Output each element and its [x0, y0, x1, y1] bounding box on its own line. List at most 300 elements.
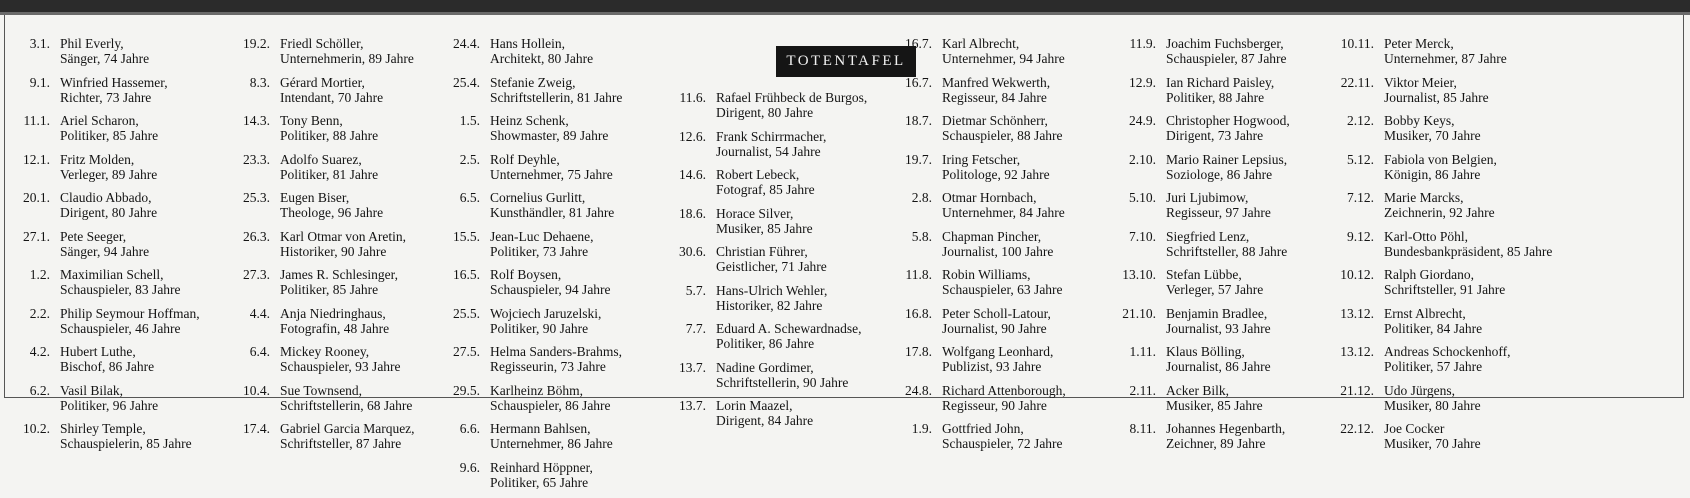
entry-role: Politiker, 88 Jahre: [1166, 90, 1274, 105]
entry-date: 24.8.: [894, 383, 942, 422]
entry-date: 15.5.: [442, 229, 490, 268]
entry-date: 19.7.: [894, 152, 942, 191]
entry-role: Schauspieler, 87 Jahre: [1166, 51, 1287, 66]
entry-date: 7.12.: [1336, 190, 1384, 229]
obituary-entry: [1336, 267, 1552, 306]
obituary-entry: [232, 344, 415, 383]
entry-role: Unternehmer, 94 Jahre: [942, 51, 1065, 66]
obituary-entry: [668, 129, 867, 168]
entry-date: 1.11.: [1118, 344, 1166, 383]
entry-text: [1384, 152, 1497, 191]
entry-date: 11.1.: [12, 113, 60, 152]
entry-role: Journalist, 86 Jahre: [1166, 359, 1271, 374]
entry-role: Richter, 73 Jahre: [60, 90, 168, 105]
entry-name: Robert Lebeck,: [716, 167, 815, 182]
entry-role: Journalist, 54 Jahre: [716, 144, 826, 159]
obituary-entry: [442, 460, 622, 498]
entry-date: 26.3.: [232, 229, 280, 268]
entry-name: Rolf Deyhle,: [490, 152, 613, 167]
entry-name: Shirley Temple,: [60, 421, 192, 436]
entry-date: 5.7.: [668, 283, 716, 322]
obituary-entry: [232, 152, 415, 191]
obituary-entry: [894, 75, 1066, 114]
obituary-entry: [1336, 113, 1552, 152]
entry-role: Musiker, 70 Jahre: [1384, 436, 1481, 451]
entry-role: Politiker, 90 Jahre: [490, 321, 601, 336]
entry-text: [1384, 36, 1507, 75]
column-5: [894, 36, 1066, 460]
entry-date: 11.9.: [1118, 36, 1166, 75]
obituary-entry: [1336, 306, 1552, 345]
obituary-entry: [442, 421, 622, 460]
entry-date: 24.9.: [1118, 113, 1166, 152]
entry-text: [280, 383, 412, 422]
entry-name: Klaus Bölling,: [1166, 344, 1271, 359]
entry-text: [490, 75, 622, 114]
entry-name: Winfried Hassemer,: [60, 75, 168, 90]
entry-name: Rolf Boysen,: [490, 267, 611, 282]
obituary-entry: [12, 36, 200, 75]
entry-date: 10.11.: [1336, 36, 1384, 75]
entry-text: [942, 190, 1065, 229]
entry-role: Regisseurin, 73 Jahre: [490, 359, 622, 374]
obituary-entry: [668, 398, 867, 437]
obituary-entry: [1336, 75, 1552, 114]
entry-role: Dirigent, 84 Jahre: [716, 413, 813, 428]
entry-role: Unternehmer, 84 Jahre: [942, 205, 1065, 220]
obituary-entry: [668, 360, 867, 399]
entry-text: [490, 267, 611, 306]
obituary-entry: [442, 229, 622, 268]
entry-date: 5.12.: [1336, 152, 1384, 191]
entry-role: Musiker, 85 Jahre: [716, 221, 813, 236]
entry-date: 6.5.: [442, 190, 490, 229]
entry-text: [60, 75, 168, 114]
entry-name: Christopher Hogwood,: [1166, 113, 1290, 128]
entry-date: 22.12.: [1336, 421, 1384, 460]
entry-role: Bischof, 86 Jahre: [60, 359, 154, 374]
entry-date: 1.2.: [12, 267, 60, 306]
entry-text: [942, 36, 1065, 75]
entry-name: Adolfo Suarez,: [280, 152, 378, 167]
obituary-entry: [12, 75, 200, 114]
entry-role: Musiker, 80 Jahre: [1384, 398, 1481, 413]
obituary-entry: [894, 36, 1066, 75]
entry-role: Schauspieler, 72 Jahre: [942, 436, 1063, 451]
entry-role: Politiker, 85 Jahre: [60, 128, 158, 143]
entry-date: 17.4.: [232, 421, 280, 460]
entry-date: 9.12.: [1336, 229, 1384, 268]
entry-name: Acker Bilk,: [1166, 383, 1263, 398]
entry-role: Kunsthändler, 81 Jahre: [490, 205, 614, 220]
entry-text: [1384, 421, 1481, 460]
entry-name: Gabriel Garcia Marquez,: [280, 421, 415, 436]
obituary-entry: [1118, 75, 1290, 114]
obituary-entry: [1118, 306, 1290, 345]
entry-text: [716, 167, 815, 206]
obituary-entry: [668, 283, 867, 322]
obituary-entry: [232, 113, 415, 152]
entry-text: [1384, 306, 1482, 345]
obituary-entry: [12, 383, 200, 422]
obituary-entry: [232, 190, 415, 229]
entry-name: Maximilian Schell,: [60, 267, 181, 282]
entry-date: 20.1.: [12, 190, 60, 229]
entry-name: Hubert Luthe,: [60, 344, 154, 359]
entry-role: Geistlicher, 71 Jahre: [716, 259, 827, 274]
entry-role: Schauspielerin, 85 Jahre: [60, 436, 192, 451]
entry-date: 27.1.: [12, 229, 60, 268]
obituary-entry: [442, 152, 622, 191]
obituary-entry: [668, 206, 867, 245]
page-title: TOTENTAFEL: [786, 53, 905, 70]
entry-text: [280, 229, 406, 268]
entry-name: Ian Richard Paisley,: [1166, 75, 1274, 90]
entry-date: 18.6.: [668, 206, 716, 245]
entry-date: 5.10.: [1118, 190, 1166, 229]
entry-name: Horace Silver,: [716, 206, 813, 221]
entry-date: 13.12.: [1336, 306, 1384, 345]
top-rule: [0, 0, 1690, 12]
obituary-entry: [894, 267, 1066, 306]
entry-date: 4.4.: [232, 306, 280, 345]
entry-text: [490, 421, 613, 460]
entry-name: Anja Niedringhaus,: [280, 306, 389, 321]
entry-text: [280, 344, 401, 383]
entry-date: 1.5.: [442, 113, 490, 152]
entry-date: 25.5.: [442, 306, 490, 345]
entry-role: Politiker, 88 Jahre: [280, 128, 378, 143]
obituary-entry: [1336, 383, 1552, 422]
entry-name: Ralph Giordano,: [1384, 267, 1505, 282]
entry-date: 12.6.: [668, 129, 716, 168]
entry-text: [942, 152, 1050, 191]
entry-date: 2.11.: [1118, 383, 1166, 422]
obituary-entry: [12, 421, 200, 460]
obituary-entry: [894, 306, 1066, 345]
entry-date: 8.3.: [232, 75, 280, 114]
obituary-entry: [442, 36, 622, 75]
entry-name: Gottfried John,: [942, 421, 1063, 436]
entry-role: Intendant, 70 Jahre: [280, 90, 383, 105]
entry-role: Musiker, 70 Jahre: [1384, 128, 1481, 143]
entry-role: Schriftstellerin, 90 Jahre: [716, 375, 848, 390]
entry-date: 19.2.: [232, 36, 280, 75]
entry-text: [1166, 152, 1287, 191]
entry-date: 21.12.: [1336, 383, 1384, 422]
entry-text: [942, 75, 1050, 114]
entry-text: [60, 190, 157, 229]
entry-role: Showmaster, 89 Jahre: [490, 128, 608, 143]
entry-date: 22.11.: [1336, 75, 1384, 114]
entry-date: 17.8.: [894, 344, 942, 383]
entry-text: [716, 206, 813, 245]
obituary-entry: [894, 229, 1066, 268]
entry-role: Unternehmer, 86 Jahre: [490, 436, 613, 451]
entry-date: 13.10.: [1118, 267, 1166, 306]
entry-text: [1166, 229, 1287, 268]
entry-name: Sue Townsend,: [280, 383, 412, 398]
entry-name: Peter Scholl-Latour,: [942, 306, 1051, 321]
obituary-entry: [668, 321, 867, 360]
entry-date: 6.6.: [442, 421, 490, 460]
entry-name: Mario Rainer Lepsius,: [1166, 152, 1287, 167]
entry-text: [60, 36, 149, 75]
entry-text: [942, 306, 1051, 345]
entry-text: [1384, 344, 1510, 383]
obituary-entry: [442, 383, 622, 422]
entry-date: 11.8.: [894, 267, 942, 306]
entry-role: Schriftsteller, 87 Jahre: [280, 436, 415, 451]
entry-text: [1166, 267, 1263, 306]
entry-text: [1166, 306, 1271, 345]
entry-date: 10.12.: [1336, 267, 1384, 306]
entry-role: Architekt, 80 Jahre: [490, 51, 593, 66]
entry-name: Stefan Lübbe,: [1166, 267, 1263, 282]
entry-role: Schriftsteller, 91 Jahre: [1384, 282, 1505, 297]
entry-date: 14.6.: [668, 167, 716, 206]
obituary-entry: [232, 306, 415, 345]
entry-date: 29.5.: [442, 383, 490, 422]
entry-text: [280, 306, 389, 345]
obituary-entry: [1118, 421, 1290, 460]
entry-date: 16.7.: [894, 75, 942, 114]
entry-role: Unternehmer, 87 Jahre: [1384, 51, 1507, 66]
entry-name: Phil Everly,: [60, 36, 149, 51]
entry-text: [942, 229, 1053, 268]
entry-name: Eugen Biser,: [280, 190, 383, 205]
entry-text: [60, 421, 192, 460]
entry-date: 16.8.: [894, 306, 942, 345]
entry-date: 16.7.: [894, 36, 942, 75]
obituary-entry: [1336, 421, 1552, 460]
entry-role: Regisseur, 84 Jahre: [942, 90, 1050, 105]
obituary-entry: [12, 306, 200, 345]
entry-text: [490, 113, 608, 152]
entry-name: Viktor Meier,: [1384, 75, 1489, 90]
entry-name: Robin Williams,: [942, 267, 1063, 282]
entry-text: [716, 90, 867, 129]
entry-text: [1384, 267, 1505, 306]
obituary-entry: [232, 421, 415, 460]
entry-name: Friedl Schöller,: [280, 36, 414, 51]
entry-text: [280, 267, 398, 306]
entry-text: [716, 129, 826, 168]
entry-name: Lorin Maazel,: [716, 398, 813, 413]
entry-role: Verleger, 89 Jahre: [60, 167, 157, 182]
column-2: [232, 36, 415, 460]
entry-role: Schauspieler, 83 Jahre: [60, 282, 181, 297]
entry-name: Claudio Abbado,: [60, 190, 157, 205]
entry-date: 12.1.: [12, 152, 60, 191]
entry-role: Dirigent, 80 Jahre: [60, 205, 157, 220]
entry-name: Dietmar Schönherr,: [942, 113, 1063, 128]
entry-name: Marie Marcks,: [1384, 190, 1495, 205]
obituary-entry: [1118, 344, 1290, 383]
entry-date: 6.4.: [232, 344, 280, 383]
obituary-entry: [12, 113, 200, 152]
entry-name: Wojciech Jaruzelski,: [490, 306, 601, 321]
entry-date: 6.2.: [12, 383, 60, 422]
entry-date: 11.6.: [668, 90, 716, 129]
entry-date: 2.8.: [894, 190, 942, 229]
obituary-entry: [668, 167, 867, 206]
obituary-entry: [1336, 344, 1552, 383]
entry-text: [60, 383, 158, 422]
entry-name: Bobby Keys,: [1384, 113, 1481, 128]
entry-role: Publizist, 93 Jahre: [942, 359, 1053, 374]
obituary-entry: [232, 383, 415, 422]
entry-text: [716, 321, 861, 360]
entry-name: Hans Hollein,: [490, 36, 593, 51]
obituary-entry: [1118, 152, 1290, 191]
obituary-entry: [1336, 36, 1552, 75]
entry-text: [60, 113, 158, 152]
entry-name: Nadine Gordimer,: [716, 360, 848, 375]
entry-role: Regisseur, 97 Jahre: [1166, 205, 1271, 220]
entry-name: Philip Seymour Hoffman,: [60, 306, 200, 321]
entry-role: Schauspieler, 63 Jahre: [942, 282, 1063, 297]
entry-role: Journalist, 100 Jahre: [942, 244, 1053, 259]
entry-role: Journalist, 85 Jahre: [1384, 90, 1489, 105]
entry-date: 27.5.: [442, 344, 490, 383]
entry-date: 16.5.: [442, 267, 490, 306]
entry-name: Stefanie Zweig,: [490, 75, 622, 90]
entry-date: 1.9.: [894, 421, 942, 460]
entry-role: Sänger, 74 Jahre: [60, 51, 149, 66]
entry-text: [280, 113, 378, 152]
entry-role: Schauspieler, 86 Jahre: [490, 398, 611, 413]
obituary-entry: [442, 113, 622, 152]
entry-name: Fritz Molden,: [60, 152, 157, 167]
column-3: [442, 36, 622, 498]
entry-role: Verleger, 57 Jahre: [1166, 282, 1263, 297]
entry-role: Fotografin, 48 Jahre: [280, 321, 389, 336]
entry-date: 13.7.: [668, 360, 716, 399]
entry-role: Schriftsteller, 88 Jahre: [1166, 244, 1287, 259]
entry-text: [1166, 75, 1274, 114]
entry-name: Vasil Bilak,: [60, 383, 158, 398]
entry-date: 13.7.: [668, 398, 716, 437]
entry-text: [490, 383, 611, 422]
entry-text: [1384, 75, 1489, 114]
entry-date: 5.8.: [894, 229, 942, 268]
obituary-entry: [1118, 113, 1290, 152]
entry-text: [1166, 36, 1287, 75]
entry-role: Unternehmerin, 89 Jahre: [280, 51, 414, 66]
entry-text: [490, 306, 601, 345]
entry-role: Politiker, 81 Jahre: [280, 167, 378, 182]
entry-name: Hermann Bahlsen,: [490, 421, 613, 436]
entry-text: [716, 360, 848, 399]
entry-text: [1384, 190, 1495, 229]
entry-name: Heinz Schenk,: [490, 113, 608, 128]
obituary-entry: [232, 36, 415, 75]
entry-name: Juri Ljubimow,: [1166, 190, 1271, 205]
entry-role: Dirigent, 80 Jahre: [716, 105, 867, 120]
entry-date: 8.11.: [1118, 421, 1166, 460]
entry-text: [716, 398, 813, 437]
entry-role: Sänger, 94 Jahre: [60, 244, 149, 259]
entry-role: Politiker, 73 Jahre: [490, 244, 593, 259]
entry-name: Rafael Frühbeck de Burgos,: [716, 90, 867, 105]
entry-role: Regisseur, 90 Jahre: [942, 398, 1066, 413]
entry-role: Königin, 86 Jahre: [1384, 167, 1497, 182]
entry-role: Schriftstellerin, 81 Jahre: [490, 90, 622, 105]
entry-role: Zeichner, 89 Jahre: [1166, 436, 1285, 451]
obituary-entry: [442, 306, 622, 345]
entry-date: 2.10.: [1118, 152, 1166, 191]
entry-text: [280, 75, 383, 114]
entry-name: Chapman Pincher,: [942, 229, 1053, 244]
obituary-entry: [442, 190, 622, 229]
entry-text: [1166, 344, 1271, 383]
entry-role: Fotograf, 85 Jahre: [716, 182, 815, 197]
obituary-entry: [442, 75, 622, 114]
entry-role: Theologe, 96 Jahre: [280, 205, 383, 220]
obituary-entry: [12, 229, 200, 268]
entry-text: [942, 421, 1063, 460]
entry-text: [716, 283, 827, 322]
entry-name: Ernst Albrecht,: [1384, 306, 1482, 321]
obituary-entry: [1336, 152, 1552, 191]
entry-role: Journalist, 90 Jahre: [942, 321, 1051, 336]
entry-role: Historiker, 90 Jahre: [280, 244, 406, 259]
obituary-entry: [1118, 267, 1290, 306]
entry-text: [1166, 383, 1263, 422]
entry-text: [490, 344, 622, 383]
obituary-entry: [12, 344, 200, 383]
entry-name: Wolfgang Leonhard,: [942, 344, 1053, 359]
entry-text: [716, 244, 827, 283]
entry-date: 13.12.: [1336, 344, 1384, 383]
entry-role: Politiker, 86 Jahre: [716, 336, 861, 351]
entry-name: Manfred Wekwerth,: [942, 75, 1050, 90]
obituary-entry: [12, 190, 200, 229]
entry-name: Karlheinz Böhm,: [490, 383, 611, 398]
entry-text: [1384, 383, 1481, 422]
entry-text: [60, 152, 157, 191]
entry-text: [942, 267, 1063, 306]
obituary-entry: [1118, 229, 1290, 268]
obituary-entry: [894, 152, 1066, 191]
entry-role: Dirigent, 73 Jahre: [1166, 128, 1290, 143]
entry-role: Historiker, 82 Jahre: [716, 298, 827, 313]
entry-name: Otmar Hornbach,: [942, 190, 1065, 205]
entry-text: [280, 152, 378, 191]
entry-role: Journalist, 93 Jahre: [1166, 321, 1271, 336]
entry-text: [60, 344, 154, 383]
entry-name: Pete Seeger,: [60, 229, 149, 244]
obituary-entry: [894, 344, 1066, 383]
column-4: [668, 90, 867, 437]
entry-text: [60, 267, 181, 306]
entry-name: Cornelius Gurlitt,: [490, 190, 614, 205]
entry-name: Karl Albrecht,: [942, 36, 1065, 51]
entry-date: 30.6.: [668, 244, 716, 283]
entry-text: [490, 152, 613, 191]
entry-name: Karl-Otto Pöhl,: [1384, 229, 1552, 244]
entry-name: Johannes Hegenbarth,: [1166, 421, 1285, 436]
entry-role: Politologe, 92 Jahre: [942, 167, 1050, 182]
obituary-entry: [1118, 190, 1290, 229]
obituary-entry: [232, 229, 415, 268]
entry-name: Fabiola von Belgien,: [1384, 152, 1497, 167]
entry-date: 18.7.: [894, 113, 942, 152]
entry-name: Helma Sanders-Brahms,: [490, 344, 622, 359]
entry-date: 4.2.: [12, 344, 60, 383]
entry-name: Iring Fetscher,: [942, 152, 1050, 167]
